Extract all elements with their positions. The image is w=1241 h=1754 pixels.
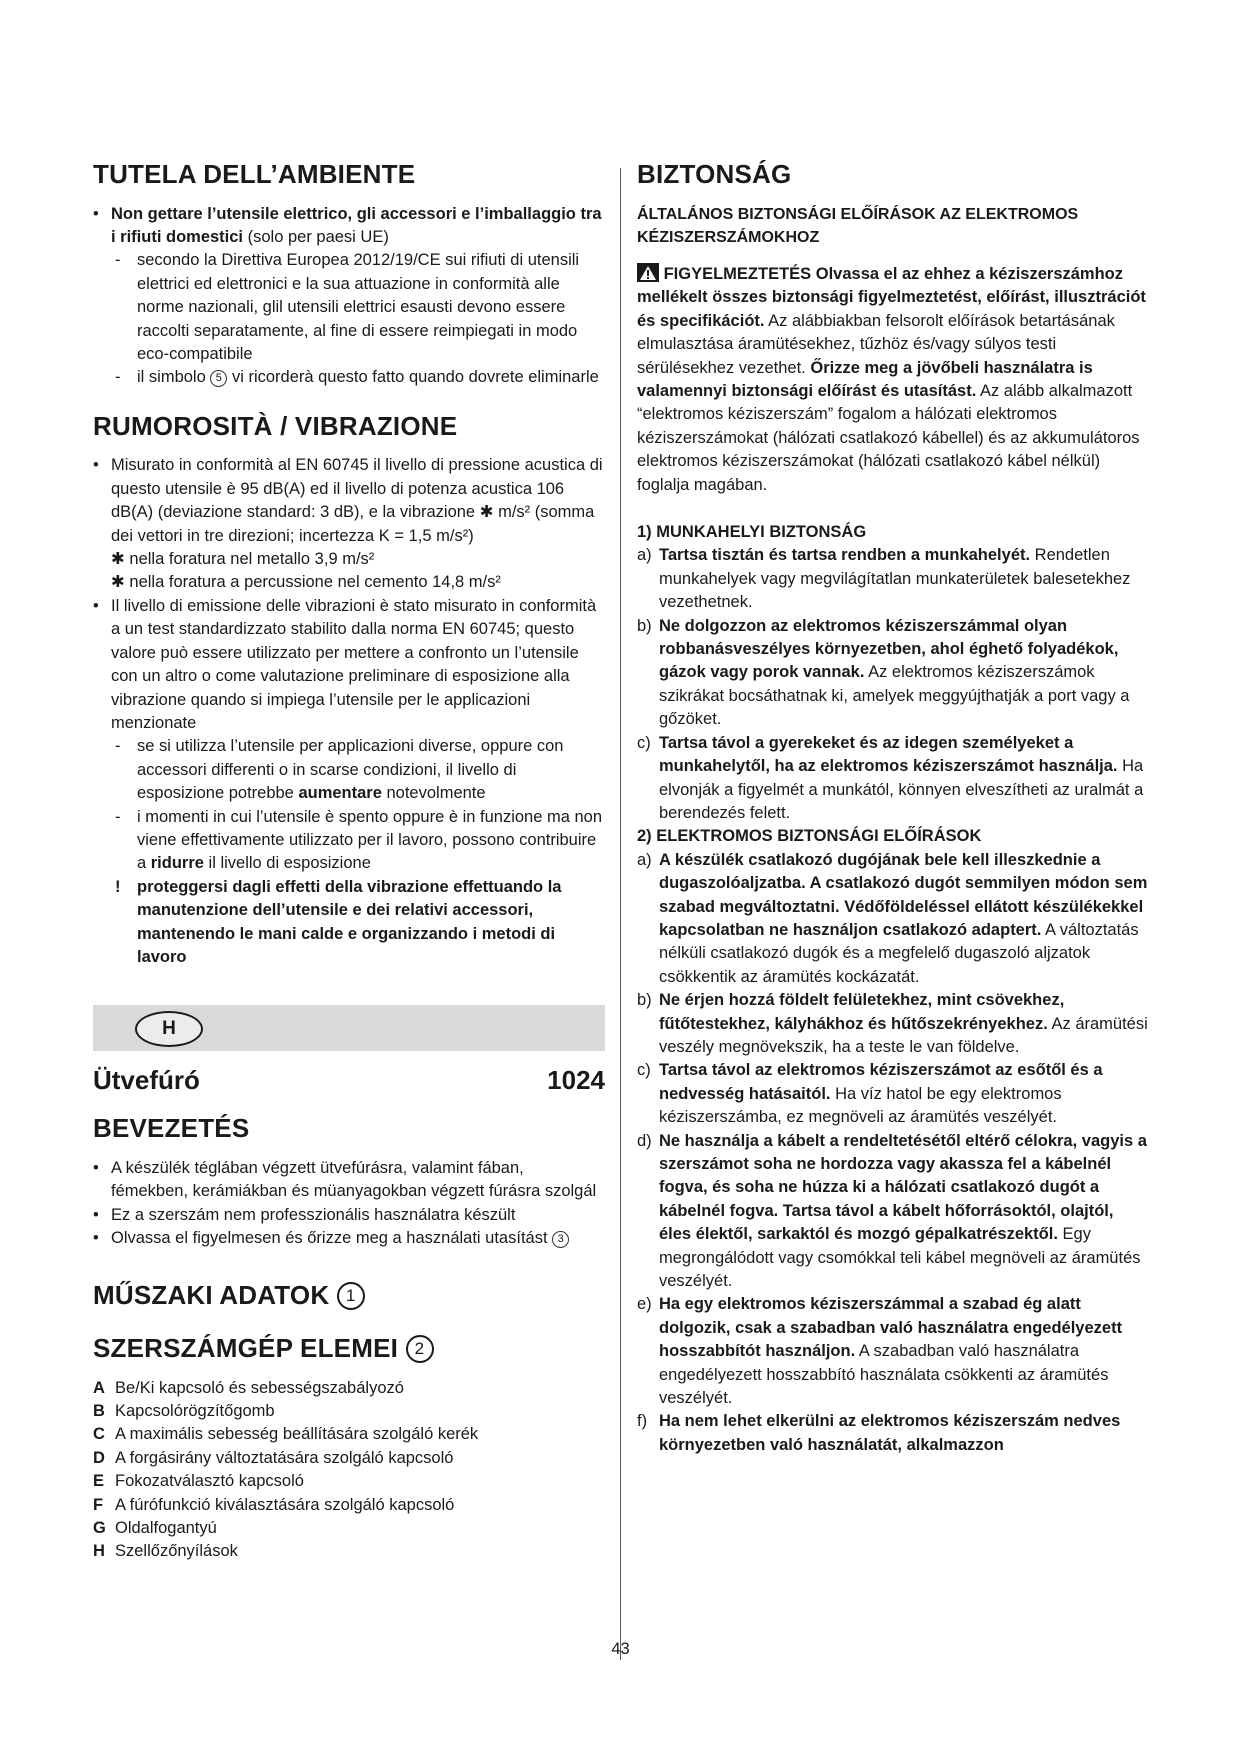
subheading-altalanos: ÁLTALÁNOS BIZTONSÁGI ELŐÍRÁSOK AZ ELEKTROMOS KÉZISZERSZÁMOKHOZ bbox=[637, 205, 1079, 246]
list-item: E Fokozatválasztó kapcsoló bbox=[93, 1472, 304, 1491]
section-rumorosita bbox=[93, 412, 605, 970]
section-ambiente bbox=[93, 160, 605, 390]
exclamation-icon: ! bbox=[115, 877, 121, 896]
warning-paragraph: FIGYELMEZTETÉS Olvassa el az ehhez a kéziszerszámhoz mellékelt összes biztonsági figyelmeztetést, előírást, illusztrációt és specifikációt. Az alábbiakban felsorolt előírások betartásának elmulasztása áramütésekhez, tűzhöz és/vagy súlyos testi sérülésekhez vezethet. Őrizze meg a jövőbeli használatra is valamennyi biztonsági előírást és utasítást. Az alább alkalmazott “elektromos kéziszerszám” fogalom a hálózati elektromos kéziszerszámokat (hálózati csatlakozó kábellel) és az akkumulátoros elektromos kéziszerszámokat (hálózati csatlakozó kábel nélkül) foglalja magában. bbox=[637, 264, 1146, 494]
list-item: B Kapcsolórögzítőgomb bbox=[93, 1402, 275, 1420]
column-divider bbox=[620, 168, 621, 1660]
list-item: • Non gettare l’utensile elettrico, gli accessori e l’imballaggio tra i rifiuti domestici (solo per paesi UE) bbox=[93, 203, 605, 250]
model-number: 1024 bbox=[547, 1065, 605, 1096]
list-item: A Be/Ki kapcsoló és sebességszabályozó bbox=[93, 1378, 404, 1397]
list-item: • Ez a szerszám nem professzionális használatra készült bbox=[93, 1204, 605, 1227]
list-item: c) Tartsa távol a gyerekeket és az idegen személyeket a munkahelytől, ha az elektromos kéziszerszámot használja. Ha elvonják a figyelmét a munkától, könnyen elveszítheti az uralmát a berendezés felett. bbox=[637, 733, 1144, 822]
heading-bevezetes: BEVEZETÉS bbox=[93, 1113, 250, 1144]
list-item: - secondo la Direttiva Europea 2012/19/CE sui rifiuti di utensili elettrici ed elettronici e la sua attuazione in conformità alle norme nazionali, glil utensili elettrici esausti devono essere raccolti separatamente, al fine di essere reimpiegati in modo eco-compatibile bbox=[115, 251, 580, 364]
list-item: ✱ nella foratura a percussione nel cemento 14,8 m/s² bbox=[111, 573, 501, 592]
heading-muszaki-adatok: MŰSZAKI ADATOK 1 bbox=[93, 1281, 605, 1310]
heading-szerszamgep-elemei: SZERSZÁMGÉP ELEMEI 2 bbox=[93, 1334, 605, 1363]
list-item: c) Tartsa távol az elektromos kéziszerszámot az esőtől és a nedvesség hatásaitól. Ha víz hatol be egy elektromos kéziszerszámba, ez megnöveli az áramütés veszélyét. bbox=[637, 1061, 1103, 1127]
parts-list bbox=[93, 1377, 605, 1564]
heading-ambiente: TUTELA DELL’AMBIENTE bbox=[93, 159, 416, 189]
heading-rumorosita: RUMOROSITÀ / VIBRAZIONE bbox=[93, 410, 458, 441]
symbol-3-icon: 3 bbox=[552, 1231, 569, 1248]
list-item: e) Ha egy elektromos kéziszerszámmal a szabad ég alatt dolgozik, csak a szabadban való használatra engedélyezett hosszabbítót használjon. A szabadban való használatra engedélyezett hosszabbító használata csökkenti az áramütés veszélyét. bbox=[637, 1295, 1123, 1408]
language-badge: H bbox=[135, 1011, 203, 1047]
list-item: - il simbolo 5 vi ricorderà questo fatto quando dovrete eliminarle bbox=[115, 368, 599, 387]
left-column bbox=[93, 160, 605, 1564]
list-item: a) A készülék csatlakozó dugójának bele kell illeszkednie a dugaszolóaljzatba. A csatlakozó dugót semmilyen módon sem szabad megváltoztatni. Védőföldeléssel ellátott készülékekkel kapcsolatban ne használjon csatlakozó adaptert. A változtatás nélküli csatlakozó dugók és a megfelelő dugaszoló aljzatok csökkentik az áramütés kockázatát. bbox=[637, 850, 1148, 986]
list-item: C A maximális sebesség beállítására szolgáló kerék bbox=[93, 1425, 479, 1444]
section-bevezetes bbox=[93, 1114, 605, 1250]
list-item: b) Ne érjen hozzá földelt felületekhez, mint csövekhez, fűtőtestekhez, kályhákhoz és hűtőszekrényekhez. Az áramütési veszély megnövekszik, ha a teste le van földelve. bbox=[637, 991, 1148, 1056]
symbol-1-icon: 1 bbox=[337, 1282, 365, 1310]
list-item: - i momenti in cui l’utensile è spento oppure è in funzione ma non viene effettivamente utilizzato per il lavoro, possono contribuire a ridurre il livello di esposizione bbox=[115, 807, 603, 873]
list-item: G Oldalfogantyú bbox=[93, 1519, 217, 1538]
product-name: Ütvefúró bbox=[93, 1065, 200, 1096]
right-column bbox=[637, 160, 1150, 1457]
list-item: D A forgásirány változtatására szolgáló kapcsoló bbox=[93, 1448, 454, 1467]
heading-biztonsag: BIZTONSÁG bbox=[637, 159, 792, 189]
list-item: f) Ha nem lehet elkerülni az elektromos kéziszerszám nedves környezetben való használatát, alkalmazzon bbox=[637, 1412, 1121, 1454]
list-item: • A készülék téglában végzett ütvefúrásra, valamint fában, fémekben, kerámiákban és müanyagokban végzett fúrásra szolgál bbox=[93, 1157, 605, 1204]
list-item: ✱ nella foratura nel metallo 3,9 m/s² bbox=[111, 550, 375, 569]
warning-triangle-icon bbox=[637, 263, 659, 282]
list-item: • Olvassa el figyelmesen és őrizze meg a használati utasítást 3 bbox=[93, 1227, 605, 1250]
language-band bbox=[93, 1005, 605, 1051]
list-item: a) Tartsa tisztán és tartsa rendben a munkahelyét. Rendetlen munkahelyek vagy megvilágítatlan munkaterületek balesetekhez vezethetnek. bbox=[637, 546, 1131, 612]
list-item: ! proteggersi dagli effetti della vibrazione effettuando la manutenzione dell’utensile e dei relativi accessori, mantenendo le mani calde e organizzando i metodi di lavoro bbox=[115, 877, 562, 966]
section-heading-elektromos: 2) ELEKTROMOS BIZTONSÁGI ELŐÍRÁSOK bbox=[637, 827, 982, 846]
section-heading-munkahelyi: 1) MUNKAHELYI BIZTONSÁG bbox=[637, 523, 867, 542]
list-item: b) Ne dolgozzon az elektromos kéziszerszámmal olyan robbanásveszélyes környezetben, ahol éghető folyadékok, gázok vagy porok vannak. Az elektromos kéziszerszámok szikrákat bocsáthatnak ki, amelyek meggyújthatják a port vagy a gőzöket. bbox=[637, 616, 1130, 729]
list-item: d) Ne használja a kábelt a rendeltetésétől eltérő célokra, vagyis a szerszámot soha ne hordozza vagy akassza fel a kábelnél fogva, és soha ne húzza ki a hálózati csatlakozó dugót a kábelnél fogva. Tartsa távol a kábelt hőforrásoktól, olajtól, éles élektől, sarkaktól és mozgó gépalkatrészektől. Egy megrongálódott vagy csomókkal teli kábel megnöveli az áramütés veszélyét. bbox=[637, 1131, 1147, 1291]
symbol-2-icon: 2 bbox=[406, 1335, 434, 1363]
page-number: 43 bbox=[611, 1640, 630, 1658]
list-item: • Il livello di emissione delle vibrazioni è stato misurato in conformità a un test standardizzato stabilito dalla norma EN 60745; questo valore può essere utilizzato per mettere a confronto un l’utensile con un altro o come valutazione preliminare di esposizione alla vibrazione quando si impiega l’utensile per le applicazioni menzionate bbox=[93, 595, 605, 735]
product-title-row bbox=[93, 1065, 605, 1096]
list-item: • Misurato in conformità al EN 60745 il livello di pressione acustica di questo utensile è 95 dB(A) ed il livello di potenza acustica 106 dB(A) (deviazione standard: 3 dB), e la vibrazione ✱ m/s² (somma dei vettori in tre direzioni; incertezza K = 1,5 m/s²) bbox=[93, 454, 605, 548]
list-item: H Szellőzőnyílások bbox=[93, 1542, 238, 1561]
list-item: - se si utilizza l’utensile per applicazioni diverse, oppure con accessori differenti o in scarse condizioni, il livello di esposizione potrebbe aumentare notevolmente bbox=[115, 737, 564, 803]
list-item: F A fúrófunkció kiválasztására szolgáló kapcsoló bbox=[93, 1495, 455, 1514]
symbol-5-icon: 5 bbox=[210, 370, 227, 387]
